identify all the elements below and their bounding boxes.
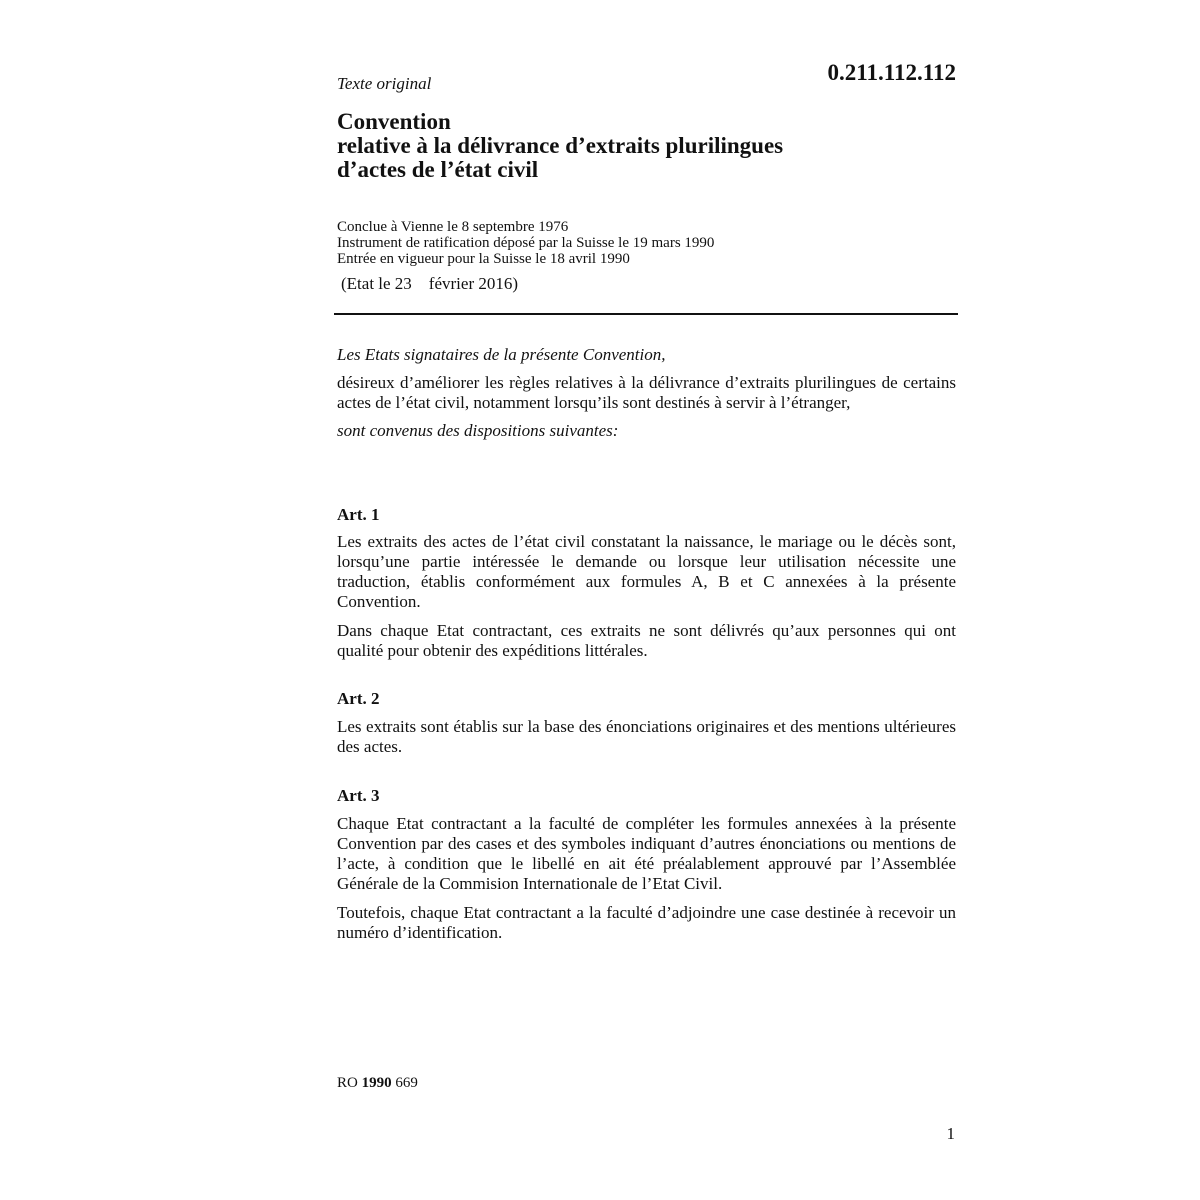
preamble-signatories: Les Etats signataires de la présente Convention, xyxy=(337,345,666,364)
document-metadata xyxy=(337,219,957,267)
article-3-paragraph-1: Chaque Etat contractant a la faculté de compléter les formules annexées à la présente Convention par des cases et des symboles indiquant d’autres énonciations ou mentions de l’acte, à condition que le libellé en ait été préalablement approuvé par l’Assemblée Générale de la Commision Internationale de l’Etat Civil. xyxy=(337,814,956,893)
article-2-paragraph-1: Les extraits sont établis sur la base des énonciations originaires et des mentions ultérieures des actes. xyxy=(337,717,956,756)
entry-into-force-line: Entrée en vigueur pour la Suisse le 18 avril 1990 xyxy=(337,251,630,267)
article-1-heading: Art. 1 xyxy=(337,505,380,524)
sr-number: 0.211.112.112 xyxy=(827,60,956,85)
ro-prefix: RO xyxy=(337,1075,362,1091)
preamble-agreed: sont convenus des dispositions suivantes: xyxy=(337,421,619,440)
texte-original-label: Texte original xyxy=(337,74,432,93)
preamble-purpose: désireux d’améliorer les règles relatives à la délivrance d’extraits plurilingues de certains actes de l’état civil, notamment lorsqu’ils sont destinés à servir à l’étranger, xyxy=(337,373,956,412)
article-3-heading: Art. 3 xyxy=(337,786,380,805)
article-1-paragraph-1: Les extraits des actes de l’état civil constatant la naissance, le mariage ou le décès sont, lorsqu’une partie intéressée le demande ou lorsque leur utilisation nécessite une traduction, établis conformément aux formules A, B et C annexées à la présente Convention. xyxy=(337,532,956,611)
ro-reference xyxy=(337,1075,418,1092)
title-line-2: relative à la délivrance d’extraits plurilingues xyxy=(337,133,784,158)
article-3-paragraph-2: Toutefois, chaque Etat contractant a la faculté d’adjoindre une case destinée à recevoir un numéro d’identification. xyxy=(337,903,956,942)
title-line-3: d’actes de l’état civil xyxy=(337,157,539,182)
ro-year: 1990 xyxy=(361,1075,392,1091)
header-divider xyxy=(334,313,958,315)
document-title xyxy=(337,110,957,182)
article-2-heading: Art. 2 xyxy=(337,689,380,708)
article-1-paragraph-2: Dans chaque Etat contractant, ces extraits ne sont délivrés qu’aux personnes qui ont qualité pour obtenir des expéditions littérales. xyxy=(337,621,956,660)
ro-page: 669 xyxy=(391,1075,418,1091)
page-number: 1 xyxy=(946,1124,955,1143)
title-line-1: Convention xyxy=(337,109,451,134)
ratification-line: Instrument de ratification déposé par la Suisse le 19 mars 1990 xyxy=(337,235,715,251)
concluded-line: Conclue à Vienne le 8 septembre 1976 xyxy=(337,219,569,235)
status-date: (Etat le 23 février 2016) xyxy=(341,274,519,293)
